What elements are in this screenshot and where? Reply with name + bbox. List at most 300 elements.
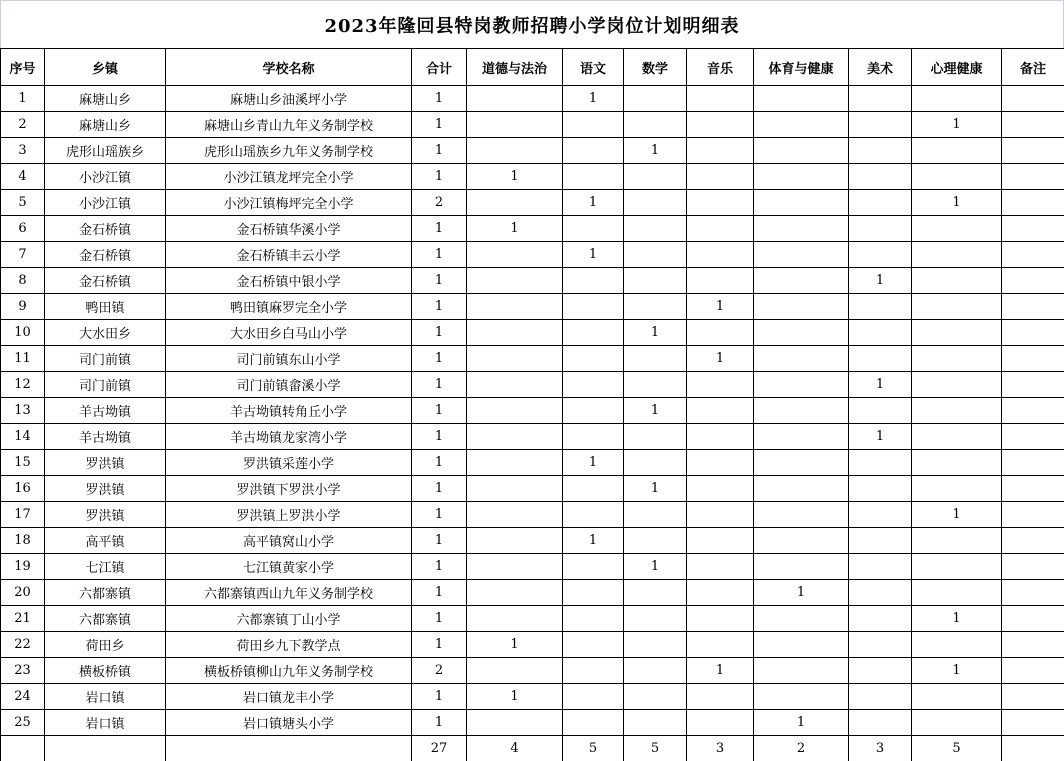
cell <box>563 476 624 502</box>
cell <box>1002 346 1064 372</box>
cell: 1 <box>563 190 624 216</box>
cell: 1 <box>754 580 849 606</box>
cell <box>1002 138 1064 164</box>
cell <box>1002 242 1064 268</box>
cell <box>912 372 1002 398</box>
cell <box>849 684 912 710</box>
cell <box>624 242 687 268</box>
cell: 1 <box>412 554 467 580</box>
cell: 20 <box>1 580 45 606</box>
cell <box>849 320 912 346</box>
table-row <box>1 502 1064 528</box>
cell <box>1002 684 1064 710</box>
table-row <box>1 138 1064 164</box>
cell <box>754 268 849 294</box>
cell: 横板桥镇柳山九年义务制学校 <box>166 658 412 684</box>
cell <box>912 450 1002 476</box>
total-cell <box>1 736 45 761</box>
recruitment-plan-table <box>0 48 1064 761</box>
cell <box>1002 398 1064 424</box>
title-bar <box>0 0 1064 48</box>
cell: 1 <box>412 606 467 632</box>
cell: 1 <box>467 632 563 658</box>
cell: 1 <box>624 554 687 580</box>
cell <box>467 190 563 216</box>
cell <box>624 424 687 450</box>
cell <box>563 658 624 684</box>
cell: 1 <box>687 346 754 372</box>
cell <box>624 684 687 710</box>
cell <box>754 528 849 554</box>
cell: 18 <box>1 528 45 554</box>
cell <box>563 580 624 606</box>
cell <box>563 372 624 398</box>
table-row <box>1 398 1064 424</box>
cell <box>563 502 624 528</box>
cell: 1 <box>412 424 467 450</box>
cell: 麻塘山乡青山九年义务制学校 <box>166 112 412 138</box>
table-row <box>1 424 1064 450</box>
table-row <box>1 346 1064 372</box>
cell <box>624 294 687 320</box>
total-cell: 27 <box>412 736 467 761</box>
cell: 1 <box>563 242 624 268</box>
total-cell: 5 <box>563 736 624 761</box>
cell: 22 <box>1 632 45 658</box>
cell <box>687 190 754 216</box>
cell <box>563 424 624 450</box>
cell <box>467 294 563 320</box>
cell: 荷田乡 <box>45 632 166 658</box>
cell: 六都寨镇丁山小学 <box>166 606 412 632</box>
cell: 1 <box>912 112 1002 138</box>
cell: 六都寨镇西山九年义务制学校 <box>166 580 412 606</box>
cell <box>912 86 1002 112</box>
cell <box>912 138 1002 164</box>
column-header-4: 道德与法治 <box>467 49 563 86</box>
cell: 虎形山瑶族乡九年义务制学校 <box>166 138 412 164</box>
cell <box>563 398 624 424</box>
cell: 1 <box>624 398 687 424</box>
cell: 金石桥镇 <box>45 268 166 294</box>
cell <box>849 580 912 606</box>
cell: 鸭田镇麻罗完全小学 <box>166 294 412 320</box>
cell: 14 <box>1 424 45 450</box>
cell: 1 <box>412 398 467 424</box>
total-cell: 5 <box>912 736 1002 761</box>
cell: 高平镇窝山小学 <box>166 528 412 554</box>
cell <box>912 476 1002 502</box>
cell <box>912 294 1002 320</box>
cell <box>1002 190 1064 216</box>
cell <box>563 320 624 346</box>
cell <box>849 294 912 320</box>
cell <box>563 684 624 710</box>
cell <box>849 658 912 684</box>
table-row <box>1 86 1064 112</box>
cell: 1 <box>412 476 467 502</box>
cell: 金石桥镇 <box>45 216 166 242</box>
cell: 金石桥镇华溪小学 <box>166 216 412 242</box>
cell <box>1002 216 1064 242</box>
cell: 9 <box>1 294 45 320</box>
cell <box>687 164 754 190</box>
cell: 1 <box>912 658 1002 684</box>
cell <box>624 528 687 554</box>
cell <box>754 476 849 502</box>
cell <box>467 710 563 736</box>
cell: 1 <box>563 528 624 554</box>
cell <box>1002 164 1064 190</box>
table-row <box>1 164 1064 190</box>
cell: 1 <box>412 502 467 528</box>
cell: 5 <box>1 190 45 216</box>
total-cell: 2 <box>754 736 849 761</box>
cell: 岩口镇 <box>45 684 166 710</box>
cell <box>687 606 754 632</box>
cell: 司门前镇东山小学 <box>166 346 412 372</box>
cell <box>467 86 563 112</box>
cell <box>1002 268 1064 294</box>
cell <box>1002 112 1064 138</box>
cell <box>624 268 687 294</box>
cell: 高平镇 <box>45 528 166 554</box>
cell: 1 <box>467 684 563 710</box>
cell <box>467 112 563 138</box>
cell: 1 <box>412 294 467 320</box>
cell: 羊古坳镇转角丘小学 <box>166 398 412 424</box>
cell <box>754 398 849 424</box>
cell <box>563 268 624 294</box>
cell: 1 <box>412 346 467 372</box>
cell <box>687 398 754 424</box>
cell <box>912 346 1002 372</box>
cell <box>849 346 912 372</box>
cell <box>912 684 1002 710</box>
cell: 1 <box>412 216 467 242</box>
cell: 7 <box>1 242 45 268</box>
total-cell: 3 <box>849 736 912 761</box>
cell: 罗洪镇 <box>45 450 166 476</box>
cell <box>687 554 754 580</box>
cell: 1 <box>754 710 849 736</box>
cell <box>754 502 849 528</box>
cell: 司门前镇 <box>45 346 166 372</box>
cell: 13 <box>1 398 45 424</box>
cell <box>849 164 912 190</box>
cell <box>754 632 849 658</box>
cell: 1 <box>412 684 467 710</box>
column-header-2: 学校名称 <box>166 49 412 86</box>
cell <box>849 632 912 658</box>
cell <box>624 86 687 112</box>
cell <box>624 164 687 190</box>
table-row <box>1 684 1064 710</box>
cell <box>1002 580 1064 606</box>
cell: 21 <box>1 606 45 632</box>
cell <box>467 424 563 450</box>
cell <box>1002 710 1064 736</box>
cell: 岩口镇塘头小学 <box>166 710 412 736</box>
cell: 1 <box>912 606 1002 632</box>
cell <box>912 528 1002 554</box>
cell <box>467 502 563 528</box>
cell: 1 <box>624 138 687 164</box>
cell <box>849 502 912 528</box>
table-row <box>1 216 1064 242</box>
cell: 罗洪镇下罗洪小学 <box>166 476 412 502</box>
column-header-10: 心理健康 <box>912 49 1002 86</box>
cell <box>624 450 687 476</box>
cell: 麻塘山乡 <box>45 112 166 138</box>
table-row <box>1 528 1064 554</box>
table-row <box>1 268 1064 294</box>
cell: 1 <box>412 164 467 190</box>
cell: 司门前镇畲溪小学 <box>166 372 412 398</box>
cell: 1 <box>849 372 912 398</box>
table-row <box>1 372 1064 398</box>
cell: 2 <box>412 190 467 216</box>
cell <box>1002 476 1064 502</box>
cell: 羊古坳镇 <box>45 424 166 450</box>
cell <box>624 372 687 398</box>
cell: 罗洪镇采莲小学 <box>166 450 412 476</box>
cell <box>467 398 563 424</box>
cell <box>624 606 687 632</box>
cell <box>687 242 754 268</box>
cell <box>563 554 624 580</box>
cell <box>563 138 624 164</box>
total-cell <box>166 736 412 761</box>
cell <box>1002 658 1064 684</box>
cell <box>849 398 912 424</box>
cell <box>754 554 849 580</box>
cell: 4 <box>1 164 45 190</box>
cell: 小沙江镇 <box>45 164 166 190</box>
cell: 8 <box>1 268 45 294</box>
cell <box>687 320 754 346</box>
cell <box>1002 424 1064 450</box>
cell: 六都寨镇 <box>45 580 166 606</box>
cell: 1 <box>412 372 467 398</box>
total-cell: 4 <box>467 736 563 761</box>
cell <box>912 424 1002 450</box>
cell <box>563 164 624 190</box>
cell <box>624 632 687 658</box>
total-cell: 5 <box>624 736 687 761</box>
cell <box>687 710 754 736</box>
cell <box>563 216 624 242</box>
cell <box>687 372 754 398</box>
cell: 1 <box>412 450 467 476</box>
cell <box>467 346 563 372</box>
cell: 12 <box>1 372 45 398</box>
total-cell: 3 <box>687 736 754 761</box>
column-header-6: 数学 <box>624 49 687 86</box>
cell <box>624 190 687 216</box>
cell: 1 <box>849 424 912 450</box>
cell <box>624 580 687 606</box>
cell: 金石桥镇 <box>45 242 166 268</box>
total-row <box>1 736 1064 761</box>
cell <box>849 216 912 242</box>
cell <box>849 450 912 476</box>
cell <box>912 268 1002 294</box>
cell: 1 <box>412 580 467 606</box>
cell: 司门前镇 <box>45 372 166 398</box>
cell: 七江镇黄家小学 <box>166 554 412 580</box>
cell <box>563 606 624 632</box>
cell <box>687 476 754 502</box>
table-row <box>1 476 1064 502</box>
cell: 1 <box>412 268 467 294</box>
cell <box>849 606 912 632</box>
column-header-7: 音乐 <box>687 49 754 86</box>
cell <box>754 216 849 242</box>
cell: 11 <box>1 346 45 372</box>
cell <box>754 294 849 320</box>
cell <box>912 242 1002 268</box>
cell: 1 <box>412 710 467 736</box>
cell <box>687 528 754 554</box>
cell: 横板桥镇 <box>45 658 166 684</box>
cell: 小沙江镇梅坪完全小学 <box>166 190 412 216</box>
cell <box>687 216 754 242</box>
cell <box>687 450 754 476</box>
cell: 2 <box>412 658 467 684</box>
cell <box>849 710 912 736</box>
cell <box>754 86 849 112</box>
cell: 1 <box>412 632 467 658</box>
cell: 1 <box>412 86 467 112</box>
cell <box>1002 606 1064 632</box>
cell <box>467 372 563 398</box>
cell <box>1002 502 1064 528</box>
cell: 金石桥镇丰云小学 <box>166 242 412 268</box>
table-row <box>1 632 1064 658</box>
cell <box>912 398 1002 424</box>
cell <box>754 450 849 476</box>
cell <box>467 658 563 684</box>
cell <box>754 138 849 164</box>
column-header-9: 美术 <box>849 49 912 86</box>
cell: 1 <box>563 86 624 112</box>
cell <box>467 528 563 554</box>
cell <box>849 528 912 554</box>
cell: 1 <box>467 164 563 190</box>
total-cell <box>45 736 166 761</box>
cell: 七江镇 <box>45 554 166 580</box>
table-row <box>1 450 1064 476</box>
cell <box>754 242 849 268</box>
cell <box>467 268 563 294</box>
cell <box>563 632 624 658</box>
cell: 鸭田镇 <box>45 294 166 320</box>
cell <box>1002 450 1064 476</box>
cell: 1 <box>624 320 687 346</box>
table-row <box>1 658 1064 684</box>
cell <box>849 138 912 164</box>
cell <box>687 138 754 164</box>
cell <box>1002 632 1064 658</box>
cell <box>754 112 849 138</box>
cell <box>563 346 624 372</box>
cell <box>849 476 912 502</box>
cell: 1 <box>467 216 563 242</box>
cell: 小沙江镇龙坪完全小学 <box>166 164 412 190</box>
cell <box>754 372 849 398</box>
page-title: 2023年隆回县特岗教师招聘小学岗位计划明细表 <box>324 15 740 37</box>
cell: 10 <box>1 320 45 346</box>
cell <box>624 112 687 138</box>
cell <box>912 580 1002 606</box>
column-header-0: 序号 <box>1 49 45 86</box>
column-header-5: 语文 <box>563 49 624 86</box>
cell <box>467 554 563 580</box>
cell <box>754 320 849 346</box>
cell: 金石桥镇中银小学 <box>166 268 412 294</box>
cell <box>687 86 754 112</box>
cell: 1 <box>912 190 1002 216</box>
cell: 虎形山瑶族乡 <box>45 138 166 164</box>
cell <box>1002 372 1064 398</box>
cell: 1 <box>849 268 912 294</box>
cell: 15 <box>1 450 45 476</box>
cell <box>624 658 687 684</box>
cell <box>754 190 849 216</box>
table-row <box>1 710 1064 736</box>
cell: 1 <box>412 138 467 164</box>
cell: 16 <box>1 476 45 502</box>
column-header-11: 备注 <box>1002 49 1064 86</box>
cell: 岩口镇龙丰小学 <box>166 684 412 710</box>
cell <box>849 554 912 580</box>
cell <box>754 424 849 450</box>
cell: 1 <box>412 112 467 138</box>
cell: 麻塘山乡 <box>45 86 166 112</box>
cell <box>754 658 849 684</box>
cell <box>467 476 563 502</box>
table-row <box>1 580 1064 606</box>
cell: 3 <box>1 138 45 164</box>
cell <box>1002 294 1064 320</box>
cell <box>467 138 563 164</box>
cell: 17 <box>1 502 45 528</box>
table-row <box>1 112 1064 138</box>
cell <box>687 580 754 606</box>
cell <box>467 606 563 632</box>
cell <box>912 216 1002 242</box>
cell <box>849 242 912 268</box>
cell: 2 <box>1 112 45 138</box>
cell: 荷田乡九下教学点 <box>166 632 412 658</box>
cell: 羊古坳镇 <box>45 398 166 424</box>
cell: 1 <box>412 528 467 554</box>
cell <box>849 86 912 112</box>
cell: 1 <box>1 86 45 112</box>
cell <box>754 346 849 372</box>
cell <box>1002 528 1064 554</box>
cell <box>563 112 624 138</box>
cell: 6 <box>1 216 45 242</box>
cell: 羊古坳镇龙家湾小学 <box>166 424 412 450</box>
cell <box>467 320 563 346</box>
cell: 24 <box>1 684 45 710</box>
cell <box>754 164 849 190</box>
total-cell <box>1002 736 1064 761</box>
cell <box>624 216 687 242</box>
cell: 大水田乡白马山小学 <box>166 320 412 346</box>
